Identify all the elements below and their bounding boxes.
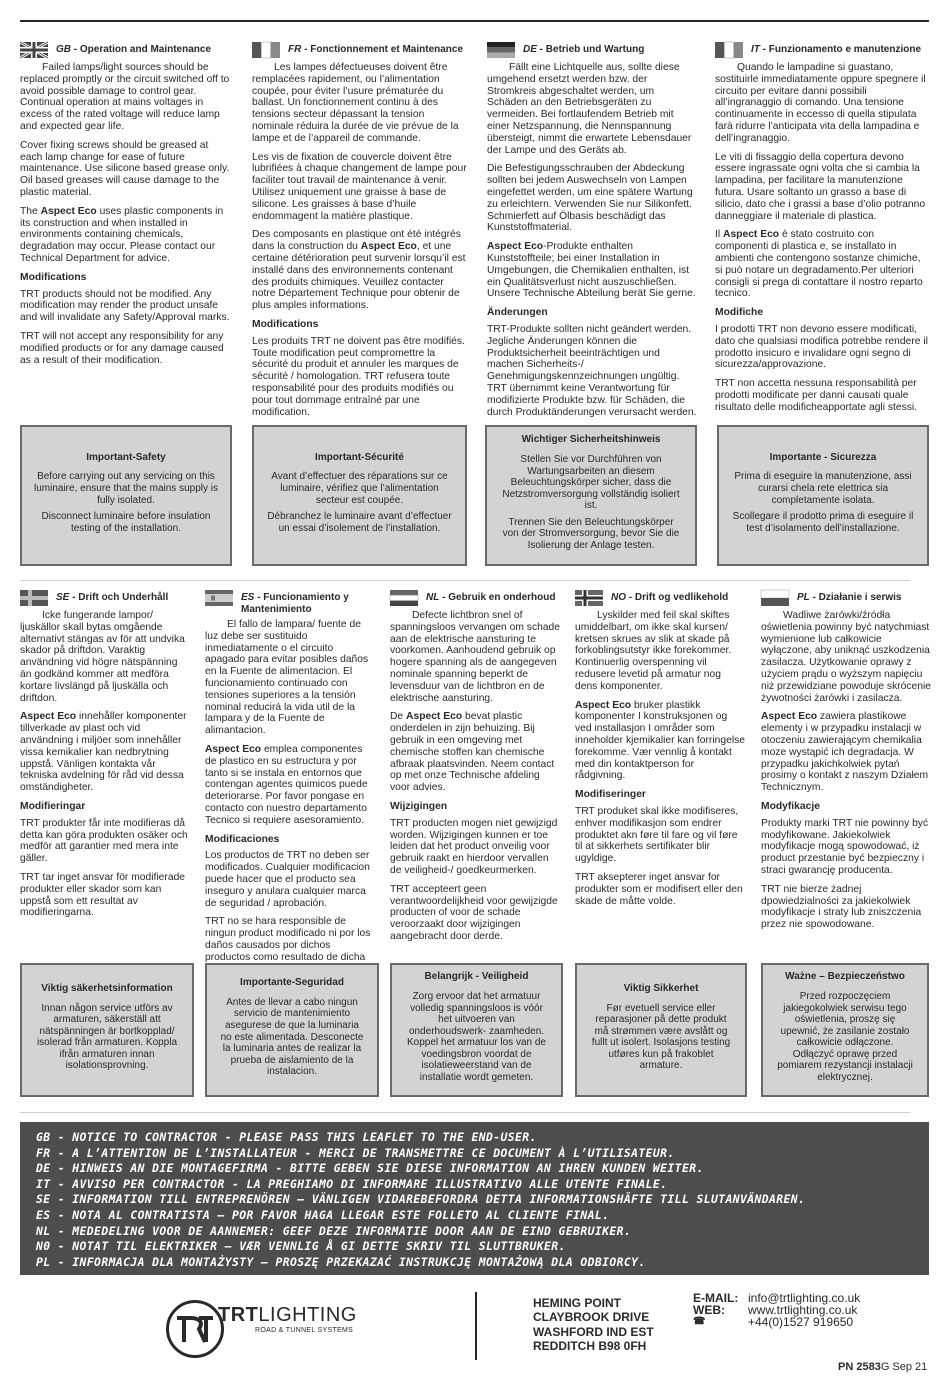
flag-es-icon [205,590,233,606]
flag-gb-icon [20,42,48,58]
language-code: GB [56,44,71,55]
section-title-text: Operation and Maintenance [79,44,212,55]
paragraph: Lyskilder med feil skal skiftes umiddelbart, om ikke skal kursen/ kretsen skrues av slik at skade på forkoblingsutstyr ikke forekommer. Kontinuerlig overspenning vil redusere levetid på armatur nog dens komponenter. [575,610,732,692]
modifications-paragraph: TRT accepteert geen verantwoordelijkheid voor gewijzigde producten of voor de schade veroorzaakt door wijzigingen aangebracht door derde. [390,883,558,942]
paragraph-text: , et une certaine détérioration peut survenir lorsqu’il est installé dans des environnements contenant des produits chimiques. Veuillez contacter notre Département Technique pour obtenir de plus amples informations. [252,241,466,312]
safety-box-text: Avant d’effectuer des réparations sur ce luminaire, vérifiez que l’alimentation secteur est coupée. [271,471,448,506]
contact-details [693,1292,860,1328]
modifications-paragraph: TRT producten mogen niet gewijzigd worden. Wijzigingen kunnen er toe leiden dat het product onveilig voor gebruik raakt en hierdoor vervallen de veiligheid-/ goedkeurmerken. [390,817,558,876]
title-separator: - [759,44,769,55]
notice-line: ES - NOTA AL CONTRATISTA – POR FAVOR HAGA LLEGAR ESTE FOLLETO AL CLIENTE FINAL. [36,1207,610,1222]
section-de [487,42,697,417]
address-line: REDDITCH B98 0FH [533,1339,647,1354]
modifications-paragraph: Les produits TRT ne doivent pas être modifiés. Toute modification peut compromettre la sécurité du produit et annuler les marques de sécurité / homologation. TRT refusera toute responsabilité pour des produits modifiés ou pour tout dommage entraîné par une modification. [252,335,465,418]
section-no [575,590,745,907]
paragraph: Quando le lampadine si guastano, sostituirle immediatamente oppure spegnere il circuito per evitare danni possibili all’ingranaggio di comando. Una tensione continuamente in eccesso di quella stipulata farà ridurre l’anticipata vita della lampadina e dell’ingranaggio. [715,62,926,144]
paragraph: Le viti di fissaggio della copertura devono essere ingrassate ogni volta che si cambia la lampadina, per facilitare la manutenzione futura. Usare soltanto un grasso a base di silicio, dato che i grassi a base d’olio potranno danneggiare il materiale di plastica. [715,151,926,222]
product-name: Aspect Eco [575,699,632,711]
section-separator [20,1112,910,1113]
language-code: IT [751,44,760,55]
section-heading [20,590,190,606]
safety-box-se [20,963,194,1097]
modifications-heading: Modificaciones [205,833,280,845]
paragraph-text: è stato costruito con componenti di plastica e, se installato in ambienti che contengono sostanze chimiche, si può notare un degradamento.Per ulteriori consigli si prega di contattare il nostro reparto tecnico. [715,229,923,300]
section-heading [487,42,697,58]
section-separator [20,580,910,581]
paragraph: Die Befestigungsschrauben der Abdeckung sollten bei jedem Auswechseln von Lampen eingefettet werden, um eine spätere Wartung zu erleichtern. Verwenden Sie nur Silikonfett. Schmierfett auf Ölbasis beschädigt das Kunststoffmaterial. [487,163,693,234]
section-title [611,590,728,604]
logo-text-bold: TRT [218,1304,259,1326]
safety-box-fr [252,425,467,566]
paragraph-text: The [20,205,41,217]
product-name: Aspect Eco [205,743,262,755]
paragraph [20,711,190,794]
section-heading [575,590,745,606]
paragraph: Les lampes défectueuses doivent être remplacées rapidement, ou l’alimentation coupée, pour éviter l’usure prématurée du ballast. Un fonctionnement continu à des tensions secteur dépassant la tension nominale réduira la durée de vie prévue de la lampe et de l’appareil de commande. [252,62,459,144]
title-separator: - [536,44,546,55]
safety-box-text: Stellen Sie vor Durchführen von Wartungsarbeiten an diesem Beleuchtungskörper sicher, dass die Netzstromversorgung vollständig isoliert ist. [502,453,680,512]
paragraph-text: zawiera plastikowe elementy i w przypadku instalacji w otoczeniu zawierającym chemikalia moze wystąpić ich degradacja. W przypadku jakichkolwiek pytań prosimy o kontakt z naszym Działem Technicznym. [761,711,929,794]
paragraph [575,700,745,783]
email-label: E-MAIL: [693,1291,739,1305]
notice-line: IT - AVVISO PER CONTRACTOR - LA PREGHIAMO DI INFORMARE ILLUSTRATIVO ALLE UTENTE FINALE. [36,1176,668,1191]
section-title-text: Działanie i serwis [818,592,902,603]
logo-subtitle: ROAD & TUNNEL SYSTEMS [255,1327,354,1334]
title-separator: - [69,592,79,603]
part-number-revision: G Sep 21 [880,1361,928,1373]
logo-wordmark [218,1304,357,1327]
safety-box-title: Viktig säkerhetsinformation [41,982,173,994]
footer-divider [475,1292,477,1360]
paragraph [20,206,232,265]
safety-box-title: Ważne – Bezpieczeństwo [785,971,905,983]
section-title [288,42,463,56]
paragraph: Fällt eine Lichtquelle aus, sollte diese umgehend ersetzt werden bzw. der Stromkreis abgeschaltet werden, um Schäden an den Betriebsgeräten zu vermeiden. Bei fortlaufendem Betrieb mit einer Netzspannung, die Nennspannung übersteigt, nimmt die erwartete Lebensdauer der Lampe und des Geräts ab. [487,62,692,156]
language-code: NO [611,592,626,603]
safety-box-text: Trennen Sie den Beleuchtungskörper von der Stromversorgung, bevor Sie die Isolierung der Anlage testen. [502,516,680,552]
section-title-text: Gebruik en onderhoud [448,592,556,603]
modifications-paragraph: TRT tar inget ansvar för modifierade produkter eller skador som kan uppstå som ett resultat av modifieringarna. [20,871,186,919]
flag-pl-icon [761,590,789,606]
paragraph-text: bruker plastikk komponenter I konstruksjonen og ved installasjon I områder som inneholder kjemikalier kan forringelse forekomme. Vær vennlig å kontakt med din kontaktperson for rådgivning. [575,699,745,782]
trt-lighting-logo [160,1294,460,1364]
modifications-paragraph: TRT produkter får inte modifieras då detta kan göra produkten osäker och medför att garantier med mera inte gäller. [20,817,188,865]
section-fr [252,42,467,417]
company-address [533,1296,654,1354]
product-name: Aspect Eco [487,241,544,253]
language-code: NL [426,592,440,603]
modifications-heading: Änderungen [487,307,548,319]
safety-box-title: Importante-Seguridad [240,977,344,989]
title-separator: - [439,592,449,603]
notice-line: SE - INFORMATION TILL ENTREPRENÖREN – VÄNLIGEN VIDAREBEFORDRA DETTA INFORMATIONSHÄFTE TILL SLUTANVÄNDAREN. [36,1192,806,1207]
safety-box-text: Zorg ervoor dat het armatuur volledig spanningsloos is vóór het uitvoeren van onderhoudswerk- zaamheden. Koppel het armatuur los van de voedingsbron voordat de isolatieweerstand van de installatie wordt gemeten. [407,990,546,1084]
web-link[interactable]: www.trtlighting.co.uk [748,1303,858,1317]
section-heading [205,590,375,615]
paragraph-text: De [390,711,407,723]
section-title-text: Drift och Underhåll [78,592,169,603]
product-name: Aspect Eco [40,205,97,217]
part-number [838,1361,927,1373]
modifications-paragraph: Los productos de TRT no deben ser modificados. Cualquier modificacion puede hacer que el producto sea inseguro y anulara cualquier marca de seguridad / aprobación. [205,850,370,909]
section-title [426,590,555,604]
language-code: ES [241,592,255,603]
paragraph-text: innehåller komponenter tillverkade av plast och vid användning i miljöer som innehåller vissa kemikalier kan nedbrytning uppstå. Vänligen kontakta vår tekniska avdelning för råd vid dessa omständigheter. [20,711,187,794]
language-code: FR [288,44,302,55]
modifications-paragraph: TRT produket skal ikke modifiseres, enhver modifikasjon som endrer produktet akn føre til fare og vil føre til at sikkerhets sertifikater blir ugyldige. [575,805,739,865]
notice-line: PL - INFORMACJA DLA MONTAŻYSTY – PROSZĘ PRZEKAZAĆ INSTRUKCJĘ MONTAŻOWĄ DLA ODBIORCY. [36,1254,646,1269]
address-line: HEMING POINT [533,1296,622,1310]
product-name: Aspect Eco [761,711,818,723]
section-heading [20,42,232,58]
top-rule [20,20,929,22]
section-title [56,42,211,56]
flag-nl-icon [390,590,418,606]
paragraph-text: Il [715,229,724,241]
safety-box-text: Przed rozpoczęciem jakiegokolwiek serwisu tego oświetlenia, proszę się upewnić, że zasilanie zostało całkowicie odłączone. Odłączyć oprawę przed pomiarem rezystancji instalacji elektrycznej. [777,990,913,1084]
modifications-paragraph: TRT nie bierze żadnej dpowiedzialności za jakiekolwiek modyfikacje i straty lub zniszczenia przez nie spowodowane. [761,883,922,931]
flag-de-icon [487,42,515,58]
safety-box-text: Débranchez le luminaire avant d’effectuer un essai d’isolement de l’installation. [267,511,452,534]
section-heading [715,42,929,58]
safety-box-text: Før evetuell service eller reparasjoner på dette produkt må strømmen være avslått og fullt ut isolert. Isolasjons testing utføres kun på frakoblet armature. [591,1002,731,1072]
paragraph [252,229,467,312]
paragraph: Failed lamps/light sources should be replaced promptly or the circuit switched off to avoid possible damage to control gear. Continual operation at mains voltages in excess of the rated voltage will reduce lamp and expected gear life. [20,62,230,132]
modifications-heading: Modifiseringer [575,789,646,801]
paragraph [715,229,929,300]
section-title [523,42,644,56]
modifications-paragraph: TRT aksepterer inget ansvar for produkter som er modifisert eller den skade de måtte volde. [575,871,743,907]
title-separator: - [301,44,311,55]
language-code: PL [797,592,810,603]
section-nl [390,590,560,950]
modifications-paragraph: Produkty marki TRT nie powinny być modyfikowane. Jakiekolwiek modyfikacje mogą spowodować, iż product przestanie być bezpieczny i straci gwarancję producenta. [761,817,929,876]
language-code: DE [523,44,537,55]
section-title-text: Funzionamento e manutenzione [768,44,922,55]
safety-box-nl [390,963,563,1097]
paragraph: Defecte lichtbron snel of spanningsloos vervangen om schade aan de elektrische aansturing te voorkomen. Aanhoudend gebruik op hogere spanning als de aangegeven nominale spanning beperkt de levensduur van de lichtbron en de elektrische aansturing. [390,610,561,704]
modifications-heading: Modifications [252,318,319,330]
section-it [715,42,929,413]
notice-line: NL - MEDEDELING VOOR DE AANNEMER: GEEF DEZE INFORMATIE DOOR AAN DE EIND GEBRUIKER. [36,1223,632,1238]
paragraph [390,711,560,794]
safety-box-es [205,963,379,1097]
paragraph: Wadliwe żarówki/źródła oświetlenia powinny być natychmiast wymienione lub całkowicie wyłączone, aby uniknąć uszkodzenia zasilacza. Użytkowanie oprawy z użyciem prądu o wyższym napięciu niż przewidziane powoduje skrócenie żywotności żarówki i zasilacza. [761,610,931,704]
safety-box-gb [20,425,232,566]
flag-it-icon [715,42,743,58]
paragraph: El fallo de lampara/ fuente de luz debe ser sustituido inmediatamente o el circuito apagado para evitar posibles daños en la Fuente de alimentacion. El funcionamiento continuado con tensiones superiores a la tensión nominal reducirá la vida util de la lampara y de la Fuente de alimantacion. [205,619,369,737]
modifications-paragraph: TRT non accetta nessuna responsabilità per prodotti modificate per danni causati quale risultato delle modificheapportate agli stessi. [715,378,918,413]
paragraph-text: -Produkte enthalten Kunststoffteile; bei einer Installation in Umgebungen, die Chemikalien enthalten, ist ein Qualitätsverlust nicht auszuschließen. Unsere Technische Abteilung berät Sie gerne. [487,241,696,300]
modifications-heading: Modifications [20,271,87,283]
notice-line: N0 - NOTAT TIL ELEKTRIKER – VÆR VENNLIG Å GI DETTE SKRIV TIL SLUTTBRUKER. [36,1239,566,1254]
title-separator: - [71,44,80,55]
notice-line: DE - HINWEIS AN DIE MONTAGEFIRMA - BITTE GEBEN SIE DIESE INFORMATION AN IHREN KUNDEN WEITER. [36,1161,704,1176]
section-title-text: Drift og vedlikehold [634,592,729,603]
flag-fr-icon [252,42,280,58]
paragraph-text: emplea componentes de plastico en su estructura y por tanto si se instala en entornos que contengan agentes quimicos puede deteriorarse. Por favor pongase en contacto con nuestro departamento Tecnico si requiere asesoramiento. [205,743,368,826]
paragraph: Cover fixing screws should be greased at each lamp change for ease of future maintenance. Use silicone based grease only. Oil based greases will cause damage to the plastic material. [20,139,230,198]
modifications-paragraph: TRT products should not be modified. Any modification may render the product unsafe and will invalidate any Safety/Approval marks. [20,288,230,324]
modifications-paragraph: TRT will not accept any responsibility for any modified products or for any damage caused as a result of their modification. [20,330,224,366]
telephone-icon: ☎ [693,1316,706,1327]
address-line: CLAYBROOK DRIVE [533,1310,650,1325]
trt-logo-mark [166,1300,224,1358]
product-name: Aspect Eco [20,711,77,723]
section-pl [761,590,931,931]
logo-text-light: LIGHTING [258,1304,357,1326]
paragraph-text: bevat plastic onderdelen in zijn behuizing. Bij gebruik in een omgeving met chemische stoffen kan chemische afbraak plaatsvinden. Neem contact op met onze Technische afdeling voor advies. [390,711,555,794]
safety-box-title: Wichtiger Sicherheitshinweis [521,434,661,446]
section-title-text: Funcionamiento y Mantenimiento [241,592,349,615]
flag-no-icon [575,590,603,606]
modifications-heading: Modyfikacje [761,800,820,812]
safety-box-de [485,425,697,566]
section-heading [761,590,931,606]
safety-box-text: Disconnect luminaire before insulation testing of the installation. [41,511,211,534]
safety-box-title: Important-Safety [86,451,166,463]
contractor-notice-band [20,1122,929,1275]
part-number-code: PN 2583 [838,1361,881,1373]
section-es [205,590,375,963]
modifications-heading: Modifiche [715,307,764,319]
email-link[interactable]: info@trtlighting.co.uk [748,1291,861,1305]
safety-box-no [575,963,747,1097]
modifications-paragraph: TRT-Produkte sollten nicht geändert werden. Jegliche Änderungen können die Produktsicherheit beeinträchtigen und machen Sicherheits-/ Genehmigungskennzeichnungen ungültig. TRT übernimmt keine Verantwortung für modifizierte Produkte bzw. für Schäden, die durch Produktänderungen verursacht werden. [487,323,697,418]
title-separator: - [809,592,819,603]
section-heading [390,590,560,606]
product-name: Aspect Eco [723,229,780,241]
phone-number: +44(0)1527 919650 [748,1315,854,1329]
safety-box-title: Important-Sécurité [315,451,404,463]
language-code: SE [56,592,70,603]
safety-box-pl [761,963,929,1097]
paragraph [487,241,697,300]
safety-box-text: Scollegare il prodotto prima di eseguire il test d’isolamento dell’installazione. [732,511,914,534]
section-title [797,590,902,604]
notice-line: GB - NOTICE TO CONTRACTOR - PLEASE PASS THIS LEAFLET TO THE END-USER. [36,1130,537,1144]
paragraph [761,711,931,794]
paragraph: Les vis de fixation de couvercle doivent être lubrifiées à chaque changement de lampe pour faciliter tout travail de maintenance à venir. Utilisez uniquement une graisse à base de silicone. Les graisses à base d’huile endommagent la matière plastique. [252,151,467,222]
paragraph: Icke fungerande lampor/ ljuskällor skall bytas omgående alternativt stängas av för att undvika skador på driftdon. Varaktig användning vid högre nätspänning än godkänd kommer att medföra kortare livslängd på ljuskälla och driftdon. [20,610,185,704]
modifications-heading: Modifieringar [20,800,86,812]
section-title [56,590,168,604]
safety-box-title: Importante - Sicurezza [769,451,877,463]
safety-box-title: Belangrijk - Veiligheid [424,971,529,983]
web-label: WEB: [693,1303,725,1317]
modifications-paragraph: I prodotti TRT non devono essere modificati, dato che qualsiasi modifica potrebbe rendere il prodotto insicuro e invalidare ogni segno di sicurezza/approvazione. [715,323,928,371]
section-heading [252,42,467,58]
paragraph [205,744,375,827]
safety-box-it [717,425,929,566]
modifications-heading: Wijzigingen [390,800,448,812]
trt-monogram-icon [169,1303,221,1355]
product-name: Aspect Eco [406,711,463,723]
title-separator: - [254,592,264,603]
section-title [751,42,921,56]
section-gb [20,42,232,372]
paragraph-text: Des composants en plastique ont été intégrés dans la construction du [252,229,461,253]
notice-line: FR - A L’ATTENTION DE L’INSTALLATEUR - MERCI DE TRANSMETTRE CE DOCUMENT À L’UTILISATEUR. [36,1145,675,1160]
safety-box-text: Before carrying out any servicing on this luminaire, ensure that the mains supply is fully isolated. [34,471,218,506]
safety-box-text: Innan någon service utförs av armaturen, säkerställ att nätspänningen är bortkopplad/ isolerad från armaturen. Koppla ifrån armaturen innan isolationsprovning. [36,1002,178,1072]
section-title-text: Betrieb und Wartung [545,44,645,55]
safety-box-text: Antes de llevar a cabo ningun servicio de mantenimiento asegurese de que la luminaria no este alimentada. Desconecte la luminaria antes de realizar la prueba de aislamiento de la instalacion. [220,996,364,1078]
safety-box-title: Viktig Sikkerhet [623,982,699,994]
section-se [20,590,190,919]
flag-se-icon [20,590,48,606]
product-name: Aspect Eco [360,241,417,253]
section-title [241,590,375,615]
modifications-paragraph: TRT no se hara responsible de ningun product modificado ni por los daños causados por dichos productos como resultado de dicha [205,916,371,963]
paragraph-text: uses plastic components in its construction and when installed in environments containing chemicals, degradation may occur. Please contact our Technical Department for advice. [20,205,224,264]
title-separator: - [626,592,635,603]
safety-box-text: Prima di eseguire la manutenzione, assi curarsi chela rete elettrica sia completamente isolata. [734,471,912,506]
section-title-text: Fonctionnement et Maintenance [310,44,464,55]
address-line: WASHFORD IND EST [533,1324,654,1339]
